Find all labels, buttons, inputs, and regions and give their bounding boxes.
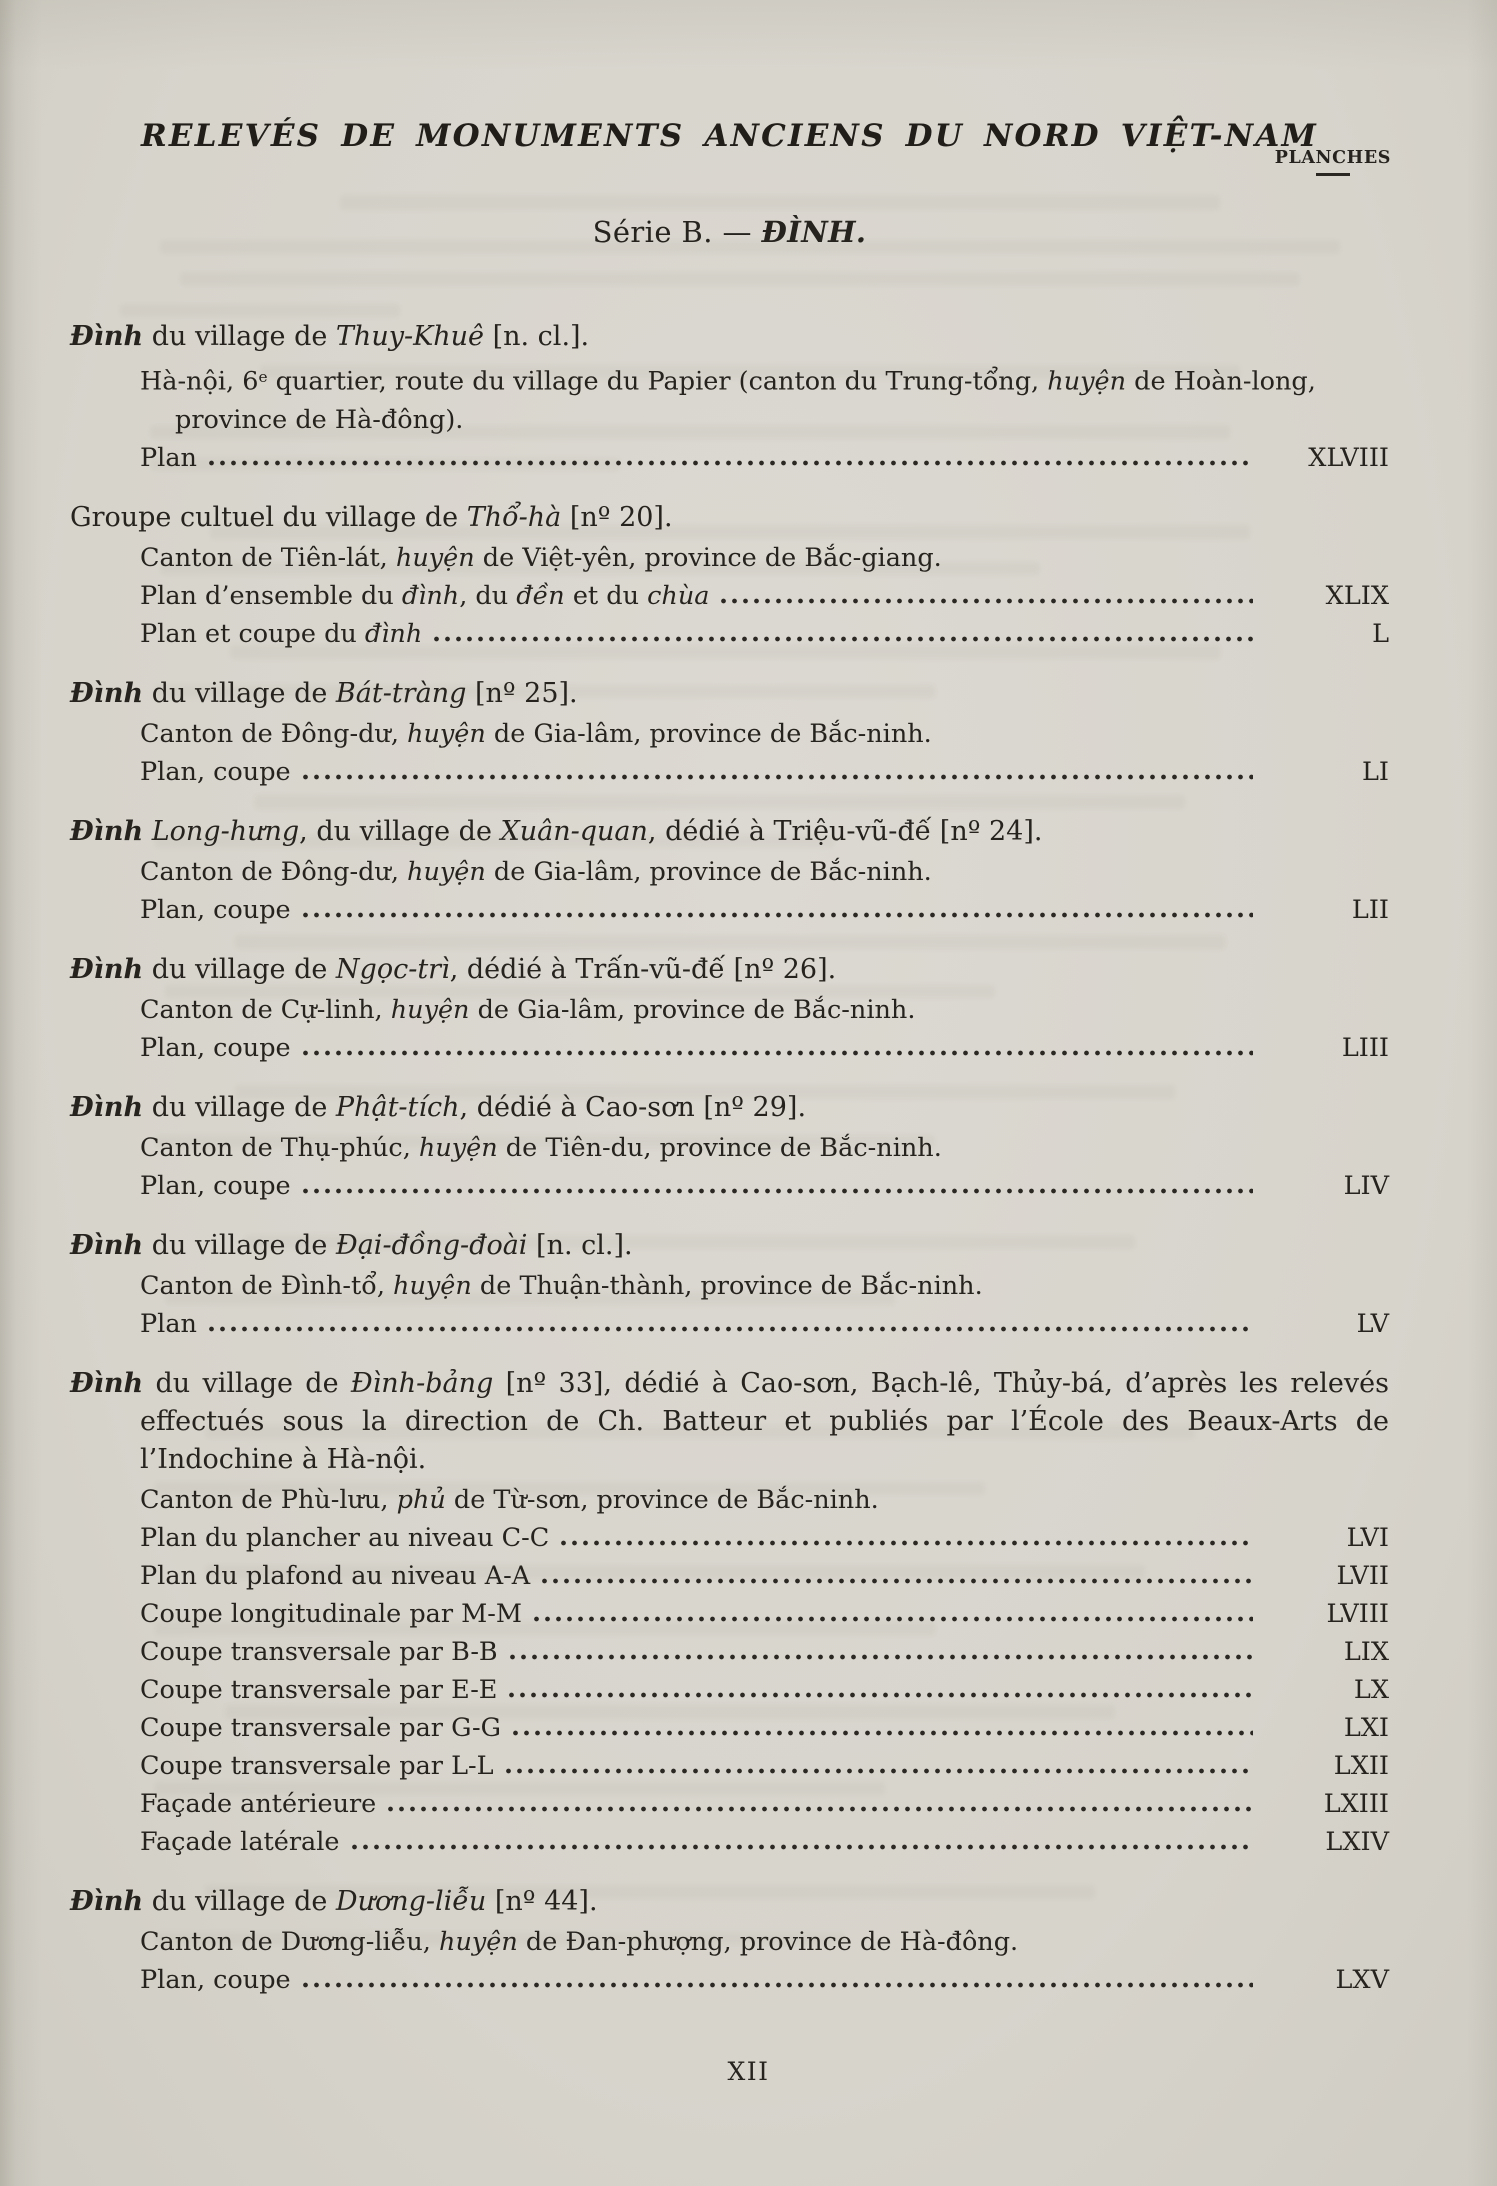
dotted-leader xyxy=(542,1578,1253,1584)
text-segment: đình xyxy=(401,580,460,611)
entry-heading xyxy=(70,951,1389,989)
text-segment: Đình xyxy=(70,815,144,847)
plate-number: LXIV xyxy=(1325,1826,1389,1857)
text-segment: Đình xyxy=(70,1885,144,1917)
plate-number: LVII xyxy=(1336,1560,1389,1591)
entry-description xyxy=(140,1481,1389,1519)
text-segment: Đình xyxy=(70,677,144,709)
text-segment: de Đan-phượng, province de Hà-đông. xyxy=(517,1926,1019,1957)
entry-heading xyxy=(70,1227,1389,1265)
plate-row xyxy=(140,1167,1389,1205)
dotted-leader xyxy=(561,1540,1253,1546)
entry xyxy=(70,951,1389,1067)
text-segment: Thuy-Khuê xyxy=(335,321,485,352)
entry xyxy=(70,499,1389,653)
entry xyxy=(70,813,1389,929)
text-segment: Coupe transversale par G-G xyxy=(140,1712,501,1743)
text-segment: Façade antérieure xyxy=(140,1788,377,1819)
text-segment: de Việt-yên, province de Bắc-giang. xyxy=(474,542,942,573)
plate-number: LXV xyxy=(1335,1964,1389,1995)
plate-label xyxy=(140,1167,291,1205)
entry xyxy=(70,1089,1389,1205)
text-segment: e xyxy=(258,368,268,386)
text-segment: Canton de Tiên-lát, xyxy=(140,542,396,573)
plate-row xyxy=(140,1747,1389,1785)
entry xyxy=(70,1365,1389,1861)
plate-number: LVIII xyxy=(1326,1598,1389,1629)
text-segment: [n. cl.]. xyxy=(484,321,590,352)
text-segment: phủ xyxy=(396,1484,446,1515)
planches-rule xyxy=(1316,173,1350,176)
plate-label xyxy=(140,891,291,929)
text-segment: de Từ-sơn, province de Bắc-ninh. xyxy=(445,1484,879,1515)
text-segment: Plan d’ensemble du xyxy=(140,580,402,611)
entry-heading xyxy=(70,1883,1389,1921)
plate-label xyxy=(140,1029,291,1067)
text-segment: Đình xyxy=(70,1091,144,1123)
plate-row xyxy=(140,577,1389,615)
entry-heading xyxy=(70,318,1389,356)
dotted-leader xyxy=(303,774,1253,780)
entry-description xyxy=(140,715,1389,753)
entry-heading xyxy=(70,813,1389,851)
plate-label xyxy=(140,1557,530,1595)
plate-label xyxy=(140,753,291,791)
text-segment: huyện xyxy=(1047,366,1127,397)
text-segment: Plan, coupe xyxy=(140,1964,291,1995)
plate-label xyxy=(140,577,709,615)
plate-number: LXI xyxy=(1343,1712,1389,1743)
text-segment: , du xyxy=(459,580,517,611)
entry-heading xyxy=(70,675,1389,713)
text-segment: Plan, coupe xyxy=(140,894,291,925)
plate-label xyxy=(140,1747,494,1785)
text-segment: Thổ-hà xyxy=(466,501,562,533)
text-segment: huyện xyxy=(390,994,470,1025)
text-segment: Façade latérale xyxy=(140,1826,340,1857)
plate-row xyxy=(140,615,1389,653)
entry-description xyxy=(140,539,1389,577)
plate-label xyxy=(140,1633,498,1671)
text-segment: Plan, coupe xyxy=(140,1170,291,1201)
dotted-leader xyxy=(388,1806,1253,1812)
text-segment: Canton de Dương-liễu, xyxy=(140,1926,440,1957)
text-segment: [n. cl.]. xyxy=(527,1229,633,1261)
text-segment: Plan du plafond au niveau A-A xyxy=(140,1560,531,1591)
text-segment: de Gia-lâm, province de Bắc-ninh. xyxy=(469,994,916,1025)
plate-row xyxy=(140,1633,1389,1671)
plate-number: L xyxy=(1372,618,1389,649)
dotted-leader xyxy=(209,1326,1253,1332)
text-segment: quartier, route du village du Papier (canton du Trung-tổng, xyxy=(267,366,1048,397)
plate-row xyxy=(140,1029,1389,1067)
text-segment: Plan xyxy=(140,442,197,473)
entries-list xyxy=(70,318,1389,1999)
text-segment: Đại-đồng-đoài xyxy=(335,1229,528,1261)
plate-number: LIX xyxy=(1343,1636,1389,1667)
plate-row xyxy=(140,891,1389,929)
text-segment: Canton de Phù-lưu, xyxy=(140,1484,397,1515)
text-segment: Coupe longitudinale par M-M xyxy=(140,1598,523,1629)
text-segment: huyện xyxy=(407,856,486,887)
dotted-leader xyxy=(303,1982,1253,1988)
plate-number: LX xyxy=(1353,1674,1389,1705)
plate-row xyxy=(140,1595,1389,1633)
dotted-leader xyxy=(506,1768,1253,1774)
text-segment: du village de xyxy=(143,1229,336,1261)
text-segment: , dédié à Cao-sơn [nº 29]. xyxy=(459,1091,807,1123)
text-segment: Canton de Thụ-phúc, xyxy=(140,1132,419,1163)
plate-label xyxy=(140,439,197,477)
plate-number: LXIII xyxy=(1323,1788,1389,1819)
text-segment: Série B. — xyxy=(592,215,762,249)
planches-label: PLANCHES xyxy=(1274,148,1391,168)
dotted-leader xyxy=(434,636,1253,642)
plate-number: XLVIII xyxy=(1308,442,1389,473)
text-segment: huyện xyxy=(395,542,475,573)
text-segment: Canton de Đông-dư, xyxy=(140,856,408,887)
text-segment: Đình xyxy=(70,321,144,352)
plate-label xyxy=(140,1961,291,1999)
text-segment: ĐÌNH. xyxy=(761,215,867,249)
plate-number: LXII xyxy=(1333,1750,1389,1781)
planches-block xyxy=(1275,148,1391,176)
plate-number: LIII xyxy=(1341,1032,1389,1063)
text-segment: de Gia-lâm, province de Bắc-ninh. xyxy=(485,856,932,887)
entry-description xyxy=(140,358,1389,439)
plate-row xyxy=(140,1557,1389,1595)
book-title: RELEVÉS DE MONUMENTS ANCIENS DU NORD VIỆT-NAM xyxy=(140,118,1319,154)
text-segment: Plan et coupe du xyxy=(140,618,365,649)
plate-row xyxy=(140,1671,1389,1709)
text-segment: [nº 44]. xyxy=(486,1885,598,1917)
text-segment: Đình xyxy=(70,953,144,985)
plate-number: LI xyxy=(1361,756,1389,787)
text-segment: Canton de Cự-linh, xyxy=(140,994,391,1025)
text-segment: du village de xyxy=(143,953,336,985)
plate-number: LVI xyxy=(1346,1522,1389,1553)
text-segment: [nº 20]. xyxy=(561,501,673,533)
series-title xyxy=(70,212,1389,252)
text-segment: huyện xyxy=(407,718,486,749)
text-segment: huyện xyxy=(439,1926,518,1957)
text-segment: Plan, coupe xyxy=(140,1032,291,1063)
plate-label xyxy=(140,1671,497,1709)
plate-label xyxy=(140,1785,376,1823)
text-segment: , dédié à Triệu-vũ-đế [nº 24]. xyxy=(647,815,1043,847)
plate-row xyxy=(140,1785,1389,1823)
plate-number: LV xyxy=(1356,1308,1389,1339)
dotted-leader xyxy=(209,460,1253,466)
entry-heading xyxy=(70,499,1389,537)
text-segment: Groupe cultuel du village de xyxy=(70,501,467,533)
text-segment: Coupe transversale par L-L xyxy=(140,1750,494,1781)
text-segment: de Thuận-thành, province de Bắc-ninh. xyxy=(471,1270,983,1301)
dotted-leader xyxy=(352,1844,1253,1850)
plate-label xyxy=(140,1823,340,1861)
entry-heading xyxy=(70,1365,1389,1479)
text-segment: đình xyxy=(364,618,423,649)
text-segment: Plan du plancher au niveau C-C xyxy=(140,1522,550,1553)
plate-number: XLIX xyxy=(1325,580,1389,611)
plate-label xyxy=(140,615,422,653)
text-segment: de Hoàn-long, province de Hà-đông). xyxy=(175,366,1316,435)
text-segment: Plan, coupe xyxy=(140,756,291,787)
text-segment: de Gia-lâm, province de Bắc-ninh. xyxy=(485,718,932,749)
dotted-leader xyxy=(303,1188,1253,1194)
text-segment: Đình-bảng xyxy=(350,1367,494,1399)
text-segment: Ngọc-trì xyxy=(335,953,450,985)
text-segment: du village de xyxy=(143,321,336,352)
text-segment: Dương-liễu xyxy=(335,1885,487,1917)
text-segment: Hà-nội, 6 xyxy=(140,366,259,397)
plate-row xyxy=(140,1709,1389,1747)
plate-label xyxy=(140,1595,522,1633)
plate-label xyxy=(140,1519,549,1557)
entry xyxy=(70,675,1389,791)
plate-row xyxy=(140,439,1389,477)
entry-description xyxy=(140,853,1389,891)
text-segment: huyện xyxy=(393,1270,472,1301)
plate-number: LII xyxy=(1351,894,1389,925)
text-segment: du village de xyxy=(143,1885,336,1917)
text-segment: de Tiên-du, province de Bắc-ninh. xyxy=(497,1132,942,1163)
text-segment: Xuân-quan xyxy=(500,815,648,847)
dotted-leader xyxy=(303,912,1253,918)
page-number: XII xyxy=(727,2057,770,2086)
entry xyxy=(70,318,1389,477)
dotted-leader xyxy=(513,1730,1253,1736)
text-segment: Phật-tích xyxy=(335,1091,460,1123)
plate-row xyxy=(140,1961,1389,1999)
text-segment: huyện xyxy=(418,1132,498,1163)
text-segment: Coupe transversale par B-B xyxy=(140,1636,498,1667)
entry-description xyxy=(140,991,1389,1029)
text-segment xyxy=(143,816,152,847)
plate-row xyxy=(140,1519,1389,1557)
dotted-leader xyxy=(510,1654,1253,1660)
text-segment: Long-hưng xyxy=(151,815,300,847)
plate-row xyxy=(140,1823,1389,1861)
text-segment: Đình xyxy=(70,1229,144,1261)
plate-row xyxy=(140,1305,1389,1343)
text-segment: du village de xyxy=(143,677,336,709)
text-segment: [nº 25]. xyxy=(466,677,578,709)
text-segment: Bát-tràng xyxy=(335,677,467,709)
plate-label xyxy=(140,1305,197,1343)
entry xyxy=(70,1883,1389,1999)
text-segment: Coupe transversale par E-E xyxy=(140,1674,498,1705)
entry-description xyxy=(140,1129,1389,1167)
plate-row xyxy=(140,753,1389,791)
dotted-leader xyxy=(303,1050,1253,1056)
entry-description xyxy=(140,1923,1389,1961)
text-segment: du village de xyxy=(143,1367,351,1399)
text-segment: đền xyxy=(516,580,565,611)
text-segment: Canton de Đình-tổ, xyxy=(140,1270,394,1301)
text-segment: , dédié à Trấn-vũ-đế [nº 26]. xyxy=(449,953,837,985)
text-segment: chùa xyxy=(647,580,710,611)
dotted-leader xyxy=(534,1616,1253,1622)
entry-heading xyxy=(70,1089,1389,1127)
plate-label xyxy=(140,1709,501,1747)
text-segment: [nº 33], dédié à Cao-sơn, Bạch-lê, Thủy-bá, d’après les relevés effectués sous la direction de Ch. Batteur et publiés par l’École des Beaux-Arts de l’Indochine à Hà-nội. xyxy=(140,1367,1389,1475)
text-segment: Plan xyxy=(140,1308,197,1339)
dotted-leader xyxy=(721,598,1253,604)
entry-description xyxy=(140,1267,1389,1305)
text-segment: et du xyxy=(564,580,648,611)
text-segment: Canton de Đông-dư, xyxy=(140,718,408,749)
entry xyxy=(70,1227,1389,1343)
text-segment: Đình xyxy=(70,1367,144,1399)
plate-number: LIV xyxy=(1343,1170,1389,1201)
dotted-leader xyxy=(509,1692,1253,1698)
text-segment: du village de xyxy=(143,1091,336,1123)
text-segment: , du village de xyxy=(299,815,501,847)
